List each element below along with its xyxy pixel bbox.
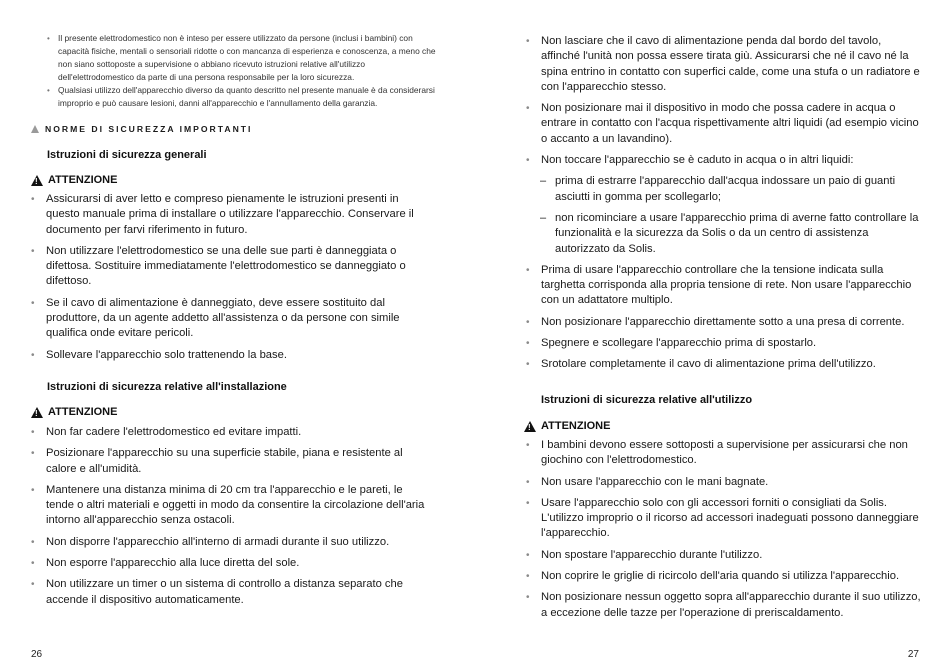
list-item: • Sollevare l'apparecchio solo trattenendo la base. [31, 348, 431, 363]
general-safety-heading: Istruzioni di sicurezza generali [47, 149, 207, 161]
list-item: • Non utilizzare l'elettrodomestico se una delle sue parti è danneggiata o difettosa. Sostituire immediatamente l'elettrodomestico se danneggiato o difettoso. [31, 244, 431, 290]
list-item: • Non usare l'apparecchio con le mani bagnate. [526, 475, 921, 490]
list-item: • Non esporre l'apparecchio alla luce diretta del sole. [31, 556, 431, 571]
list-item: • Non utilizzare un timer o un sistema di controllo a distanza separato che accende il dispositivo automaticamente. [31, 577, 431, 608]
installation-safety-heading: Istruzioni di sicurezza relative all'installazione [47, 381, 287, 393]
list-item: • Assicurarsi di aver letto e compreso pienamente le istruzioni presenti in questo manuale prima di installare o utilizzare l'apparecchio. Conservare il documento per farvi riferimento in futuro. [31, 192, 431, 238]
section-title-text: NORME DI SICUREZZA IMPORTANTI [45, 124, 253, 134]
list-item: • Usare l'apparecchio solo con gli accessori forniti o consigliati da Solis. L'utilizzo improprio o il ricorso ad accessori inadeguati possono danneggiare l'apparecchio. [526, 496, 921, 542]
page-number: 27 [907, 649, 919, 660]
warning-triangle-icon [524, 421, 536, 432]
warning-label: ATTENZIONE [48, 174, 118, 186]
installation-safety-list [31, 425, 431, 608]
list-item: • Non lasciare che il cavo di alimentazione penda dal bordo del tavolo, affinché l'unità non possa essere tirata giù. Assicurarsi che né il cavo né la spina entrino in contatto con superfici calde, come una stufa o un radiatore e con l'apparecchio stesso. [526, 34, 921, 95]
list-item: • Posizionare l'apparecchio su una superficie stabile, piana e resistente al calore e all'umidità. [31, 446, 431, 477]
page-right [475, 0, 950, 660]
usage-safety-heading: Istruzioni di sicurezza relative all'utilizzo [541, 394, 753, 406]
list-item: • Se il cavo di alimentazione è danneggiato, deve essere sostituito dal produttore, da un agente addetto all'assistenza o da persone con simile qualifica onde evitare pericoli. [31, 296, 431, 342]
warning-label: ATTENZIONE [541, 420, 611, 432]
preliminary-notes [47, 32, 442, 110]
list-item: • Non posizionare l'apparecchio direttamente sotto a una presa di corrente. [526, 315, 921, 330]
cable-safety-list [526, 34, 921, 373]
usage-warning [524, 420, 610, 432]
list-item: • Non toccare l'apparecchio se è caduto in acqua o in altri liquidi: [526, 153, 921, 168]
section-title [31, 124, 252, 134]
sub-list-item: – prima di estrarre l'apparecchio dall'acqua indossare un paio di guanti asciutti in gomma per scollegarlo; [526, 174, 921, 205]
list-item: • Non posizionare mai il dispositivo in modo che possa cadere in acqua o entrare in contatto con l'acqua rispettivamente altri liquidi (ad esempio vicino o accanto a un lavandino). [526, 101, 921, 147]
warning-label: ATTENZIONE [48, 406, 118, 418]
warning-triangle-icon [31, 175, 43, 186]
list-item: • Non disporre l'apparecchio all'interno di armadi durante il suo utilizzo. [31, 535, 431, 550]
list-item: • Srotolare completamente il cavo di alimentazione prima dell'utilizzo. [526, 357, 921, 372]
list-item: • Mantenere una distanza minima di 20 cm tra l'apparecchio e le pareti, le tende o altri materiali e oggetti in modo da consentire la circolazione dell'aria intorno all'apparecchio senza ostacoli. [31, 483, 431, 529]
list-item: • Non posizionare nessun oggetto sopra all'apparecchio durante il suo utilizzo, a eccezione delle tazze per l'operazione di preriscaldamento. [526, 590, 921, 621]
list-item: • Non coprire le griglie di ricircolo dell'aria quando si utilizza l'apparecchio. [526, 569, 921, 584]
list-item: • Qualsiasi utilizzo dell'apparecchio diverso da quanto descritto nel presente manuale è da considerarsi improprio e può causare lesioni, danni all'apparecchio e l'annullamento della garanzia. [47, 84, 442, 110]
list-item: • Spegnere e scollegare l'apparecchio prima di spostarlo. [526, 336, 921, 351]
usage-safety-list [526, 438, 921, 621]
general-safety-list [31, 192, 431, 363]
page-number: 26 [31, 649, 43, 660]
installation-warning [31, 406, 117, 418]
list-item: • Prima di usare l'apparecchio controllare che la tensione indicata sulla targhetta corrisponda alla propria tensione di rete. Non usare l'apparecchio con un adattatore multiplo. [526, 263, 921, 309]
warning-triangle-icon [31, 407, 43, 418]
general-warning [31, 174, 117, 186]
list-item: • Non far cadere l'elettrodomestico ed evitare impatti. [31, 425, 431, 440]
triangle-outline-icon [31, 125, 39, 133]
list-item: • I bambini devono essere sottoposti a supervisione per assicurarsi che non giochino con l'elettrodomestico. [526, 438, 921, 469]
list-item: • Non spostare l'apparecchio durante l'utilizzo. [526, 548, 921, 563]
sub-list-item: – non ricominciare a usare l'apparecchio prima di averne fatto controllare la funzionalità e la sicurezza da Solis o da un centro di assistenza autorizzato da Solis. [526, 211, 921, 257]
list-item: • Il presente elettrodomestico non è inteso per essere utilizzato da persone (inclusi i bambini) con capacità fisiche, mentali o sensoriali ridotte o con mancanza di esperienza e conoscenza, a meno che non siano sottoposte a supervisione o abbiano ricevuto istruzioni relative all'utilizzo dell'elettrodomestico da parte di una persona responsabile per la loro sicurezza. [47, 32, 442, 84]
